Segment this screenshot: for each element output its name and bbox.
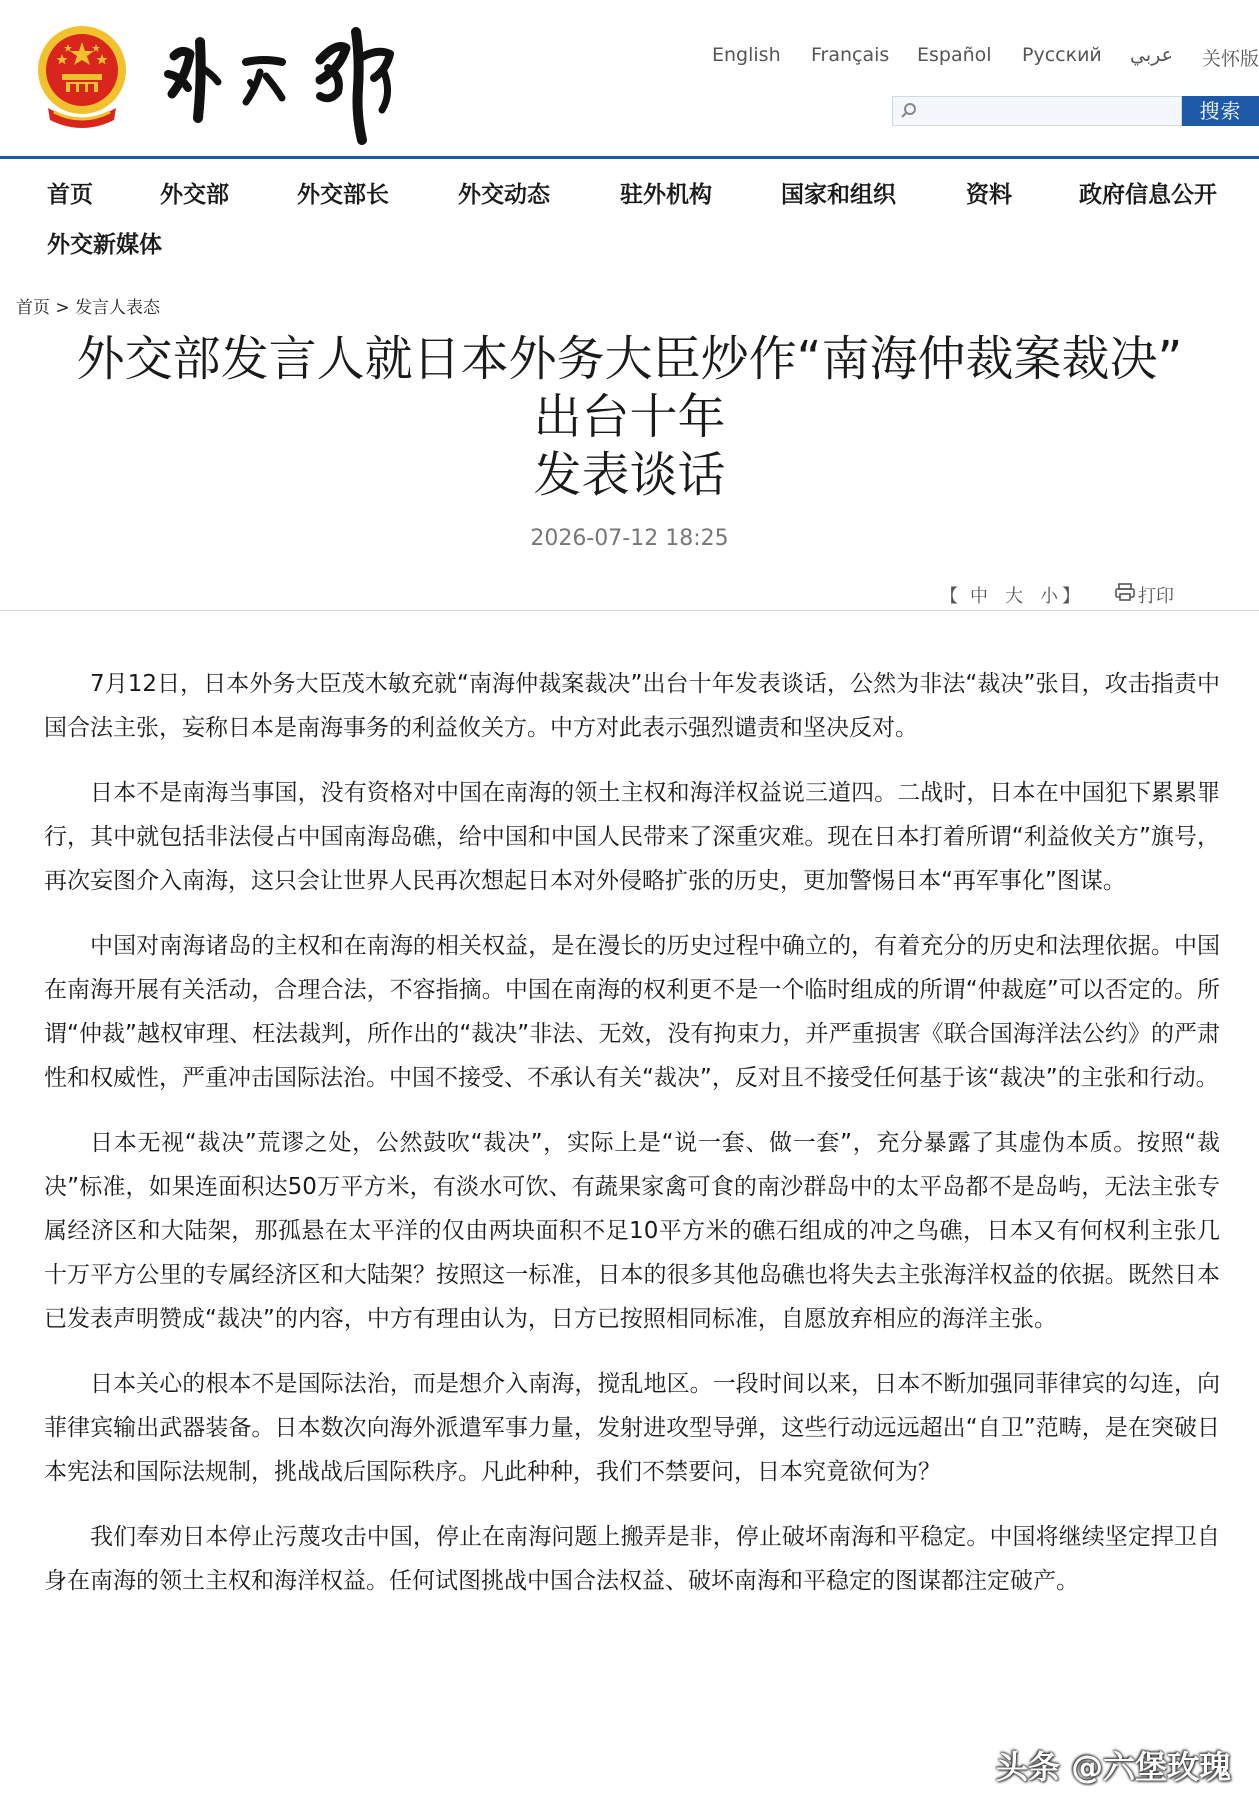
nav-item-minister[interactable]: 外交部长 <box>297 182 389 208</box>
printer-icon[interactable] <box>1114 582 1136 602</box>
search-button[interactable]: 搜索 <box>1182 96 1259 126</box>
nav-item-mfa[interactable]: 外交部 <box>160 182 229 208</box>
print-link[interactable]: 打印 <box>1138 586 1174 607</box>
lang-spanish-link[interactable]: Español <box>917 44 992 66</box>
site-logo-calligraphy[interactable] <box>160 18 410 150</box>
lang-arabic-link[interactable]: عربي <box>1130 44 1173 66</box>
site-header <box>0 0 1259 160</box>
font-size-large-button[interactable]: 大 <box>1005 586 1023 607</box>
article-paragraph: 日本不是南海当事国，没有资格对中国在南海的领土主权和海洋权益说三道四。二战时，日本在中国犯下累累罪行，其中就包括非法侵占中国南海岛礁，给中国和中国人民带来了深重灾难。现在日本打着所谓“利益攸关方”旗号，再次妄图介入南海，这只会让世界人民再次想起日本对外侵略扩张的历史，更加警惕日本“再军事化”图谋。 <box>44 780 1220 894</box>
page-title <box>20 330 1239 504</box>
article-paragraph: 日本关心的根本不是国际法治，而是想介入南海，搅乱地区。一段时间以来，日本不断加强同菲律宾的勾连，向菲律宾输出武器装备。日本数次向海外派遣军事力量，发射进攻型导弹，这些行动远远超出“自卫”范畴，是在突破日本宪法和国际法规制，挑战战后国际秩序。凡此种种，我们不禁要问，日本究竟欲何为？ <box>44 1371 1220 1485</box>
font-size-bracket-close: 】 <box>1062 586 1080 607</box>
search-icon <box>899 101 919 121</box>
article-paragraph: 7月12日，日本外务大臣茂木敏充就“南海仲裁案裁决”出台十年发表谈话，公然为非法“裁决”张目，攻击指责中国合法主张，妄称日本是南海事务的利益攸关方。中方对此表示强烈谴责和坚决反对。 <box>44 671 1220 741</box>
article-paragraph: 中国对南海诸岛的主权和在南海的相关权益，是在漫长的历史过程中确立的，有着充分的历史和法理依据。中国在南海开展有关活动，合理合法，不容指摘。中国在南海的权利更不是一个临时组成的所谓“仲裁庭”可以否定的。所谓“仲裁”越权审理、枉法裁判，所作出的“裁决”非法、无效，没有拘束力，并严重损害《联合国海洋法公约》的严肃性和权威性，严重冲击国际法治。中国不接受、不承认有关“裁决”，反对且不接受任何基于该“裁决”的主张和行动。 <box>44 933 1220 1091</box>
title-line: 出台十年 <box>533 389 726 445</box>
lang-russian-link[interactable]: Русский <box>1022 44 1102 66</box>
header-divider <box>0 156 1259 159</box>
article-tools <box>940 582 1240 608</box>
language-switcher <box>700 44 1259 74</box>
article-paragraph: 日本无视“裁决”荒谬之处，公然鼓吹“裁决”，实际上是“说一套、做一套”，充分暴露了其虚伪本质。按照“裁决”标准，如果连面积达50万平方米，有淡水可饮、有蔬果家禽可食的南沙群岛中的太平岛都不是岛屿，无法主张专属经济区和大陆架，那孤悬在太平洋的仅由两块面积不足10平方米的礁石组成的冲之鸟礁，日本又有何权利主张几十万平方公里的专属经济区和大陆架？按照这一标准，日本的很多其他岛礁也将失去主张海洋权益的依据。既然日本已发表声明赞成“裁决”的内容，中方有理由认为，日方已按照相同标准，自愿放弃相应的海洋主张。 <box>44 1130 1220 1332</box>
nav-item-resources[interactable]: 资料 <box>966 182 1012 208</box>
article-body <box>44 662 1220 1624</box>
lang-french-link[interactable]: Français <box>811 44 890 66</box>
source-watermark: 头条 @六堡玫瑰 <box>996 1748 1232 1786</box>
lang-care-version-link[interactable]: 关怀版 <box>1202 48 1259 70</box>
breadcrumb-home-link[interactable]: 首页 <box>16 298 50 318</box>
article-paragraph: 我们奉劝日本停止污蔑攻击中国，停止在南海问题上搬弄是非，停止破坏南海和平稳定。中国将继续坚定捍卫自身在南海的领土主权和海洋权益。任何试图挑战中国合法权益、破坏南海和平稳定的图谋都注定破产。 <box>44 1524 1220 1594</box>
nav-item-countries[interactable]: 国家和组织 <box>781 182 896 208</box>
nav-item-news[interactable]: 外交动态 <box>458 182 550 208</box>
title-line: 外交部发言人就日本外务大臣炒作“南海仲裁案裁决” <box>76 331 1183 387</box>
font-size-medium-button[interactable]: 中 <box>970 586 988 607</box>
lang-english-link[interactable]: English <box>712 44 781 66</box>
nav-item-home[interactable]: 首页 <box>47 182 93 208</box>
breadcrumb <box>16 293 160 318</box>
publish-date: 2026-07-12 18:25 <box>530 526 729 551</box>
tools-divider <box>0 610 1259 611</box>
main-nav <box>0 160 1259 268</box>
nav-item-gov-info[interactable]: 政府信息公开 <box>1079 182 1217 208</box>
search-input[interactable] <box>923 99 1179 125</box>
search-box <box>892 96 1182 126</box>
nav-item-missions[interactable]: 驻外机构 <box>620 182 712 208</box>
font-size-small-button[interactable]: 小 <box>1040 586 1058 607</box>
nav-item-new-media[interactable]: 外交新媒体 <box>47 232 162 258</box>
breadcrumb-separator: > <box>55 298 70 318</box>
font-size-bracket-open: 【 <box>940 586 958 607</box>
breadcrumb-current-link[interactable]: 发言人表态 <box>75 298 161 318</box>
title-line: 发表谈话 <box>533 447 726 503</box>
national-emblem-icon[interactable] <box>34 24 130 136</box>
